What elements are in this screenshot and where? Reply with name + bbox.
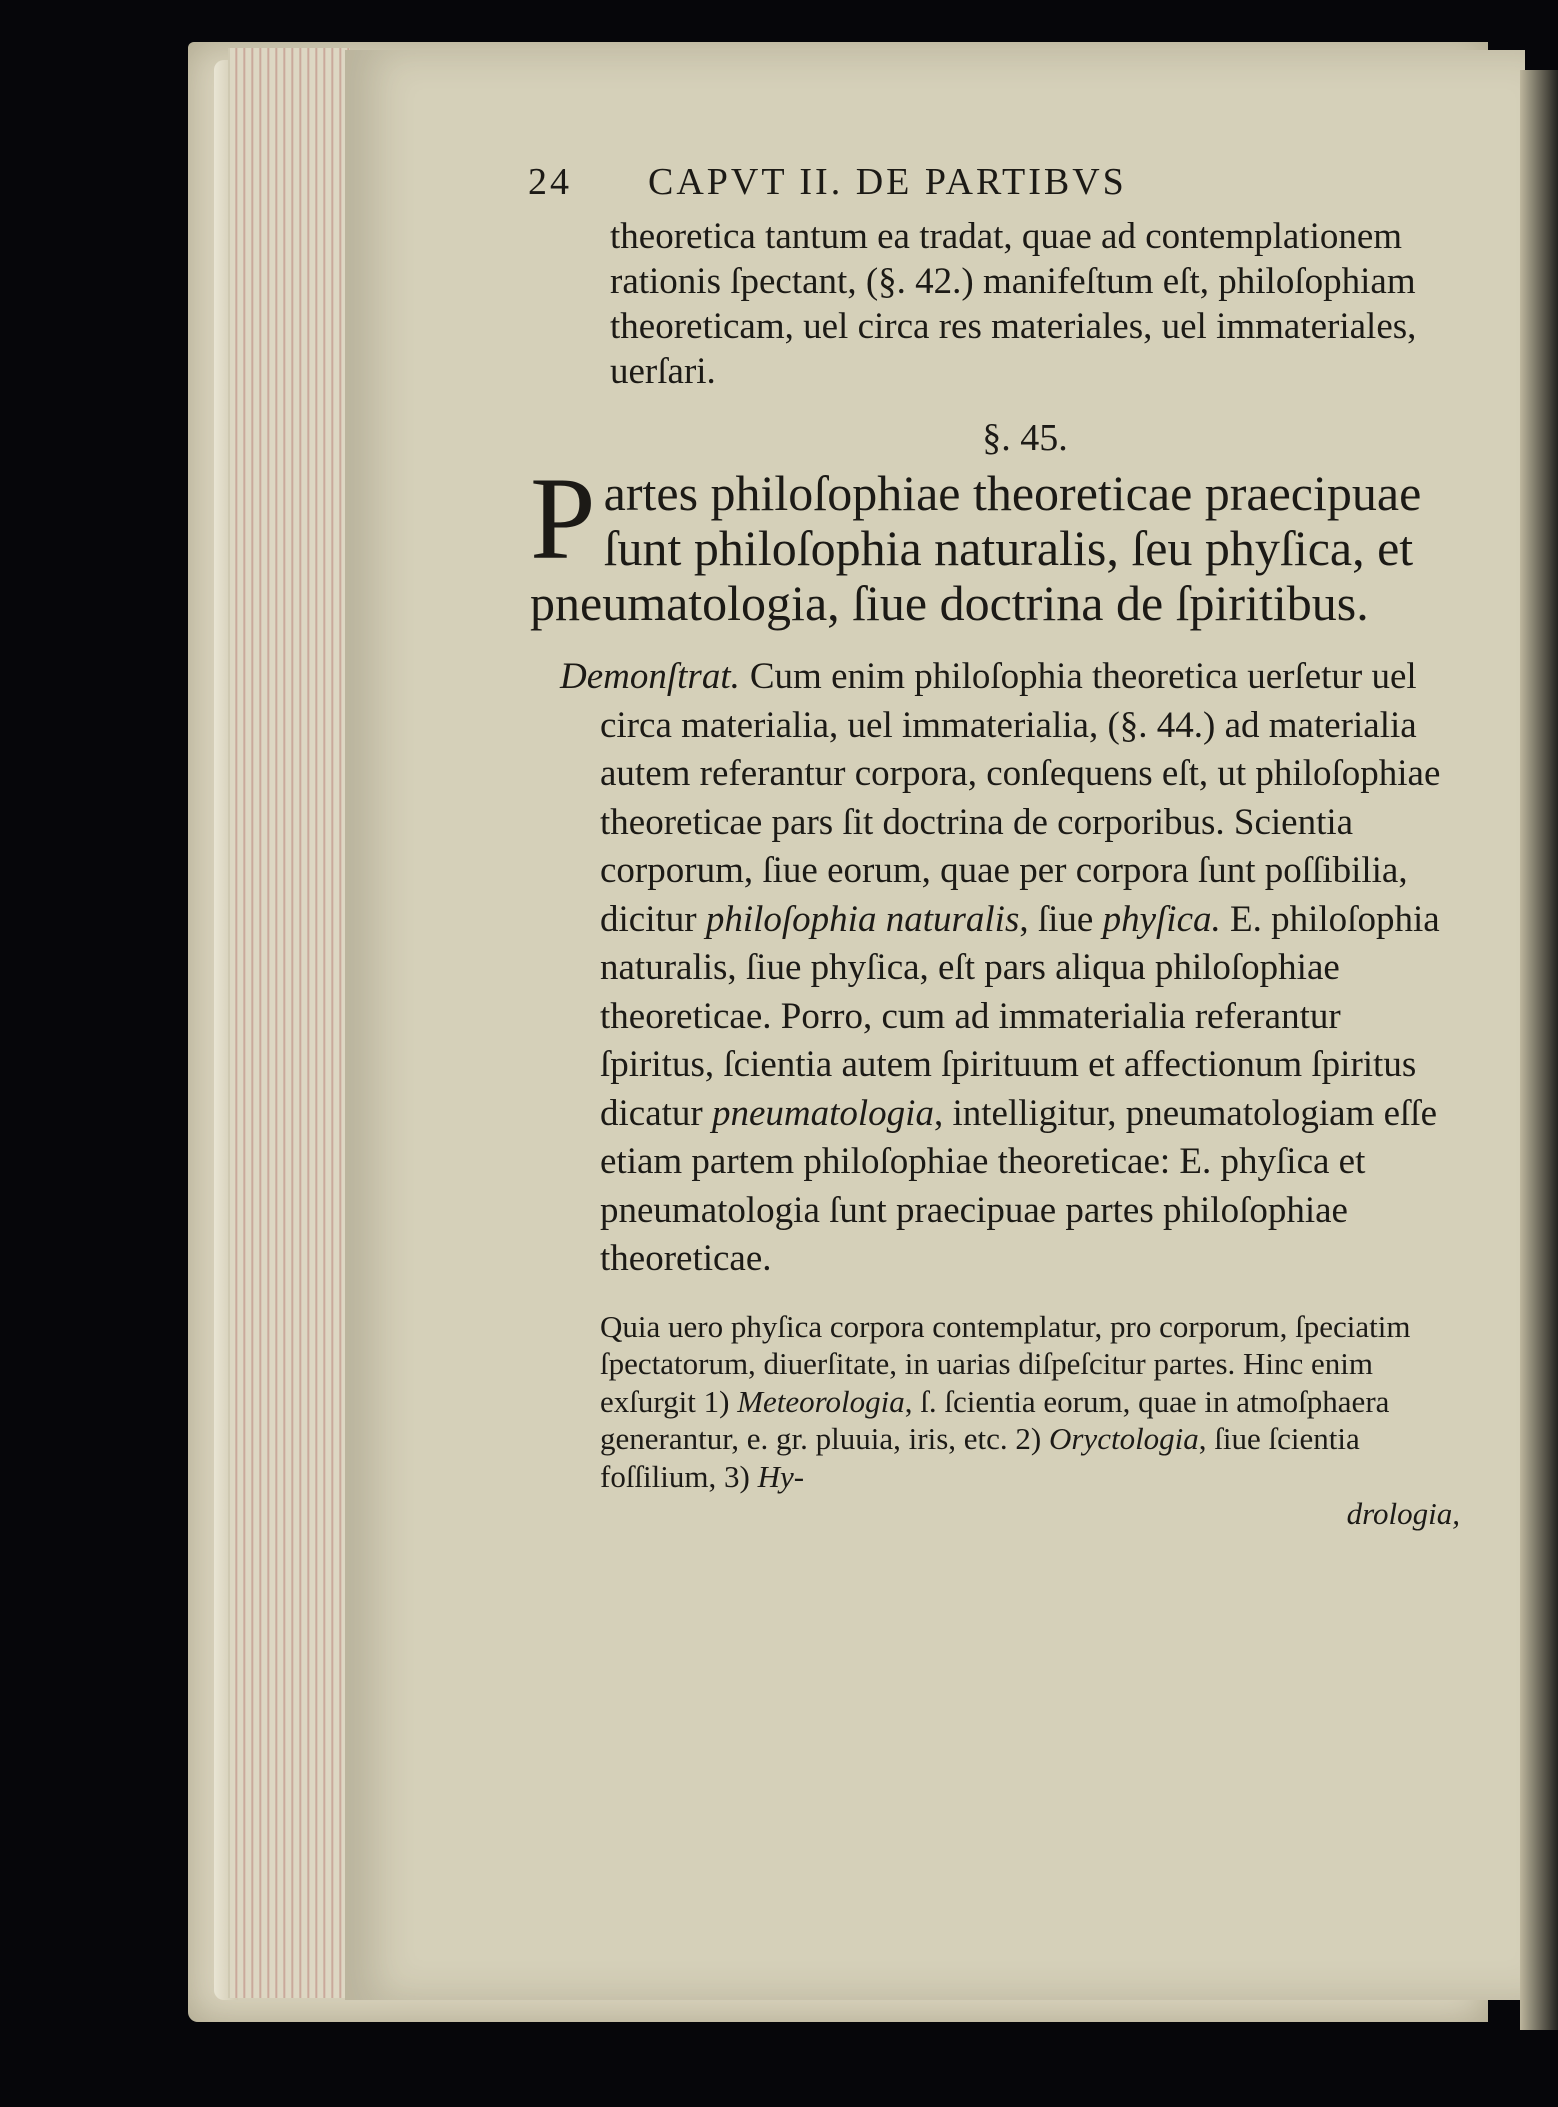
catchword: drologia, [1346,1496,1460,1531]
term-pneumatologia: pneumatologia [711,1092,934,1134]
paragraph-2-text: artes philoſophiae theoreticae praecipuae ſunt philoſophia naturalis, ſeu phyſica, et pneumatologia, ſiue doctrina de ſpiritibus. [530,465,1422,631]
term-physica: phyſica. [1102,898,1221,940]
paragraph-2 [530,453,1460,631]
paragraph-4-text-2: , ſ. ſcientia eorum, quae in atmoſphaera generantur, e. gr. pluuia, iris, etc. 2) [600,1383,1390,1456]
paragraph-3-text-1: Cum enim philoſophia theoretica uerſetur uel circa materialia, uel immaterialia, (§. 44.) ad materialia autem referantur corpora, conſequens eſt, ut philoſophiae theoreticae pars ſit doctrina de corporibus. Scientia corporum, ſiue eorum, quae per corpora ſunt poſſibilia, dicitur [600,656,1441,940]
paragraph-4-text-1: Quia uero phyſica corpora contemplatur, pro corporum, ſpeciatim ſpectatorum, diuerſitate, in uarias diſpeſcitur partes. Hinc enim exſurgit 1) [600,1308,1411,1419]
page-number: 24 [528,161,572,203]
demonstration-label: Demonſtrat. [560,656,740,697]
chapter-title: CAPVT II. DE PARTIBVS [648,161,1127,203]
paragraph-3 [530,653,1460,1284]
facing-page-gutter [1520,70,1558,2030]
paragraph-4-text-3: , ſiue ſcientia foſſilium, 3) [600,1421,1360,1494]
page-text [530,160,1460,1533]
paragraph-1: theoretica tantum ea tradat, quae ad contemplationem rationis ſpectant, (§. 42.) manifeſtum eſt, philoſophiam theoreticam, uel circa res materiales, uel immateriales, uerſari. [610,216,1417,392]
page-edges [228,48,350,1998]
paragraph-4 [530,1308,1460,1496]
term-oryctologia: Oryctologia [1048,1421,1199,1456]
paragraph-3-text-4: , intelligitur, pneumatologiam eſſe etiam partem philoſophiae theoreticae: E. phyſica et pneumatologia ſunt praecipuae partes philoſophiae theoreticae. [600,1092,1438,1279]
term-hydrologia: Hy- [757,1458,805,1494]
section-number: §. 45. [982,417,1068,459]
term-philosophia-naturalis: philoſophia naturalis [705,898,1020,940]
term-meteorologia: Meteorologia [737,1383,905,1419]
drop-cap: P [530,453,596,584]
running-head [530,160,1460,204]
paragraph-3-text-2: , ſiue [1019,898,1094,940]
paragraph-3-text-3: E. philoſophia naturalis, ſiue phyſica, eſt pars aliqua philoſophiae theoreticae. Porro, cum ad immaterialia referantur ſpiritus, ſcientia autem ſpirituum et affectionum ſpiritus dicatur [600,898,1440,1134]
